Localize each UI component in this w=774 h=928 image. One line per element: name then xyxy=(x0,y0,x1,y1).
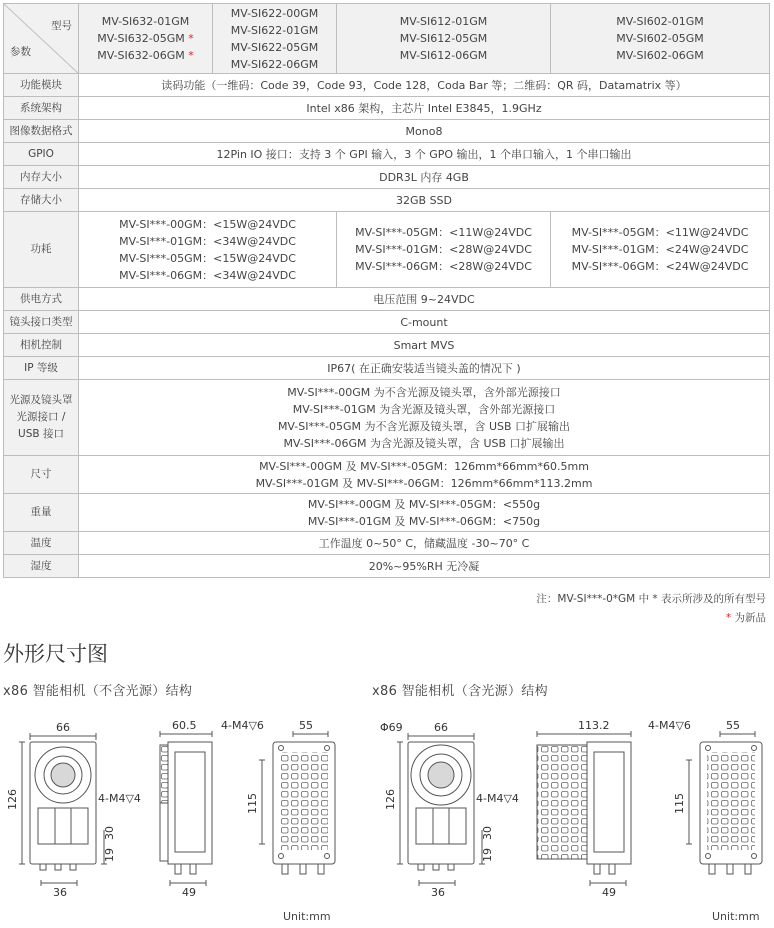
row-label xyxy=(4,380,79,456)
label-model: 型号 xyxy=(51,20,72,32)
model-name: MV-SI622-05GM xyxy=(230,40,319,54)
new-star-icon: * xyxy=(188,49,194,62)
power-line: MV-SI***-05GM：<15W@24VDC xyxy=(119,251,296,265)
value-line: MV-SI***-01GM 及 MV-SI***-06GM：126mm*66mm*113.2mm xyxy=(255,476,593,490)
row-label: 内存大小 xyxy=(4,166,79,189)
dim-thread: 4-M4▽6 xyxy=(221,719,264,732)
dim-base: 49 xyxy=(182,886,196,899)
model-col-2 xyxy=(213,4,337,74)
row-label: 供电方式 xyxy=(4,288,79,311)
model-name: MV-SI602-05GM xyxy=(616,32,704,45)
left-side-view xyxy=(160,731,212,886)
left-back-view xyxy=(259,731,335,874)
dim-depth: 60.5 xyxy=(172,719,197,732)
label-param: 参数 xyxy=(10,46,31,58)
power-line: MV-SI***-06GM：<24W@24VDC xyxy=(571,260,749,273)
header-row xyxy=(4,4,770,74)
row-supply xyxy=(4,288,770,311)
header-corner-cell xyxy=(4,4,79,74)
dim-height: 126 xyxy=(384,789,397,810)
value-line: MV-SI***-00GM 及 MV-SI***-05GM：<550g xyxy=(307,497,541,511)
row-label: 湿度 xyxy=(4,555,79,578)
dim-bottom: 36 xyxy=(53,886,67,899)
row-power xyxy=(4,212,770,288)
dim-thread: 4-M4▽4 xyxy=(98,792,141,805)
value-line: MV-SI***-06GM 为含光源及镜头罩，含 USB 口扩展输出 xyxy=(283,436,565,450)
spec-table xyxy=(3,3,770,578)
row-value: 电压范围 9~24VDC xyxy=(79,288,770,311)
model-col-3 xyxy=(337,4,551,74)
model-name: MV-SI602-01GM xyxy=(616,15,704,28)
section-title: 外形尺寸图 xyxy=(3,642,108,666)
right-front-view xyxy=(397,733,485,886)
power-line: MV-SI***-01GM：<28W@24VDC xyxy=(355,243,532,256)
row-value: Intel x86 架构，主芯片 Intel E3845，1.9GHz xyxy=(79,97,770,120)
row-mount xyxy=(4,311,770,334)
left-front-view xyxy=(19,733,107,886)
row-label: 系统架构 xyxy=(4,97,79,120)
row-value: 12Pin IO 接口：支持 3 个 GPI 输入，3 个 GPO 输出，1 个串口输入，1 个串口输出 xyxy=(79,143,770,166)
row-control xyxy=(4,334,770,357)
dim-back-width: 55 xyxy=(299,719,313,732)
row-value: C-mount xyxy=(79,311,770,334)
row-value: 20%~95%RH 无冷凝 xyxy=(79,555,770,578)
power-line: MV-SI***-05GM：<11W@24VDC xyxy=(571,226,749,239)
row-size xyxy=(4,456,770,494)
value-line: MV-SI***-00GM 为不含光源及镜头罩，含外部光源接口 xyxy=(287,385,561,399)
row-label-line: USB 接口 xyxy=(18,428,64,440)
right-back-view xyxy=(686,731,762,874)
row-humidity xyxy=(4,555,770,578)
row-value: Smart MVS xyxy=(79,334,770,357)
power-col-4 xyxy=(551,212,770,288)
dim-offset: 19 xyxy=(103,848,116,862)
footnote-line-2 xyxy=(536,609,766,628)
dim-offset: 30 xyxy=(103,826,116,840)
dim-thread: 4-M4▽4 xyxy=(476,792,519,805)
unit-label-left: Unit:mm xyxy=(283,910,331,923)
value-line: MV-SI***-01GM 及 MV-SI***-06GM：<750g xyxy=(307,514,541,528)
row-func xyxy=(4,74,770,97)
model-name: MV-SI632-01GM xyxy=(101,15,190,28)
row-value: Mono8 xyxy=(79,120,770,143)
model-name: MV-SI622-00GM xyxy=(230,6,319,20)
dim-back-height: 115 xyxy=(246,793,259,814)
dim-back-height: 115 xyxy=(673,793,686,814)
right-side-view xyxy=(537,731,631,886)
dim-bottom: 36 xyxy=(431,886,445,899)
row-label-line: 光源及镜头罩 xyxy=(9,394,73,406)
model-name: MV-SI622-06GM xyxy=(230,57,319,71)
model-name: MV-SI612-05GM xyxy=(399,32,488,45)
new-star-icon: * xyxy=(188,32,194,45)
row-label: 镜头接口类型 xyxy=(4,311,79,334)
new-star-icon: * xyxy=(725,612,732,624)
value-line: MV-SI***-00GM 及 MV-SI***-05GM：126mm*66mm*60.5mm xyxy=(259,459,589,473)
dim-thread: 4-M4▽6 xyxy=(648,719,691,732)
model-col-1 xyxy=(79,4,213,74)
model-name: MV-SI632-06GM xyxy=(97,49,185,62)
left-drawing-title: x86 智能相机（不含光源）结构 xyxy=(3,684,193,699)
row-label: 图像数据格式 xyxy=(4,120,79,143)
row-gpio xyxy=(4,143,770,166)
row-light xyxy=(4,380,770,456)
dim-back-width: 55 xyxy=(726,719,740,732)
row-value: DDR3L 内存 4GB xyxy=(79,166,770,189)
dim-depth: 113.2 xyxy=(578,719,610,732)
footnote xyxy=(536,590,766,628)
row-label: 尺寸 xyxy=(4,456,79,494)
model-name: MV-SI612-06GM xyxy=(399,49,488,62)
row-label: 功能模块 xyxy=(4,74,79,97)
footnote-new-label: 为新品 xyxy=(731,612,766,624)
row-value: 32GB SSD xyxy=(79,189,770,212)
dim-offset: 30 xyxy=(481,826,494,840)
model-name: MV-SI622-01GM xyxy=(230,23,319,37)
dim-width: 66 xyxy=(434,721,448,734)
value-line: MV-SI***-05GM 为不含光源及镜头罩，含 USB 口扩展输出 xyxy=(277,419,571,433)
value-line: MV-SI***-01GM 为含光源及镜头罩，含外部光源接口 xyxy=(292,402,556,416)
row-value xyxy=(79,456,770,494)
dimension-drawings xyxy=(0,700,774,906)
header-diagonal-line xyxy=(4,4,79,74)
power-col-3 xyxy=(337,212,551,288)
row-label: 存储大小 xyxy=(4,189,79,212)
model-name: MV-SI632-05GM xyxy=(97,32,185,45)
power-line: MV-SI***-01GM：<24W@24VDC xyxy=(571,243,749,256)
dim-base: 49 xyxy=(602,886,616,899)
row-value: 读码功能（一维码：Code 39，Code 93，Code 128，Coda Bar 等；二维码：QR 码，Datamatrix 等） xyxy=(79,74,770,97)
footnote-line-1: 注：MV-SI***-0*GM 中 * 表示所涉及的所有型号 xyxy=(536,593,766,605)
row-storage xyxy=(4,189,770,212)
power-col-12 xyxy=(79,212,337,288)
row-label: 温度 xyxy=(4,532,79,555)
row-format xyxy=(4,120,770,143)
row-value: 工作温度 0~50° C，储藏温度 -30~70° C xyxy=(79,532,770,555)
row-weight xyxy=(4,494,770,532)
power-line: MV-SI***-06GM：<34W@24VDC xyxy=(119,268,296,282)
right-drawing-title: x86 智能相机（含光源）结构 xyxy=(372,684,548,699)
row-value xyxy=(79,380,770,456)
power-line: MV-SI***-05GM：<11W@24VDC xyxy=(355,226,532,239)
model-col-4 xyxy=(551,4,770,74)
model-name: MV-SI602-06GM xyxy=(616,49,704,62)
row-temperature xyxy=(4,532,770,555)
power-line: MV-SI***-01GM：<34W@24VDC xyxy=(119,234,296,248)
row-ip xyxy=(4,357,770,380)
dim-offset: 19 xyxy=(481,848,494,862)
dim-diameter: Φ69 xyxy=(380,721,403,734)
model-name: MV-SI612-01GM xyxy=(399,15,488,28)
power-line: MV-SI***-00GM：<15W@24VDC xyxy=(119,217,296,231)
power-line: MV-SI***-06GM：<28W@24VDC xyxy=(355,260,532,273)
row-label-line: 光源接口 / xyxy=(16,411,66,423)
row-label: 功耗 xyxy=(4,212,79,288)
row-memory xyxy=(4,166,770,189)
row-arch xyxy=(4,97,770,120)
row-label: IP 等级 xyxy=(4,357,79,380)
row-value xyxy=(79,494,770,532)
dim-height: 126 xyxy=(6,789,19,810)
row-label: GPIO xyxy=(4,143,79,166)
unit-label-right: Unit:mm xyxy=(712,910,760,923)
row-label: 相机控制 xyxy=(4,334,79,357)
row-label: 重量 xyxy=(4,494,79,532)
dim-width: 66 xyxy=(56,721,70,734)
row-value: IP67( 在正确安装适当镜头盖的情况下 ) xyxy=(79,357,770,380)
